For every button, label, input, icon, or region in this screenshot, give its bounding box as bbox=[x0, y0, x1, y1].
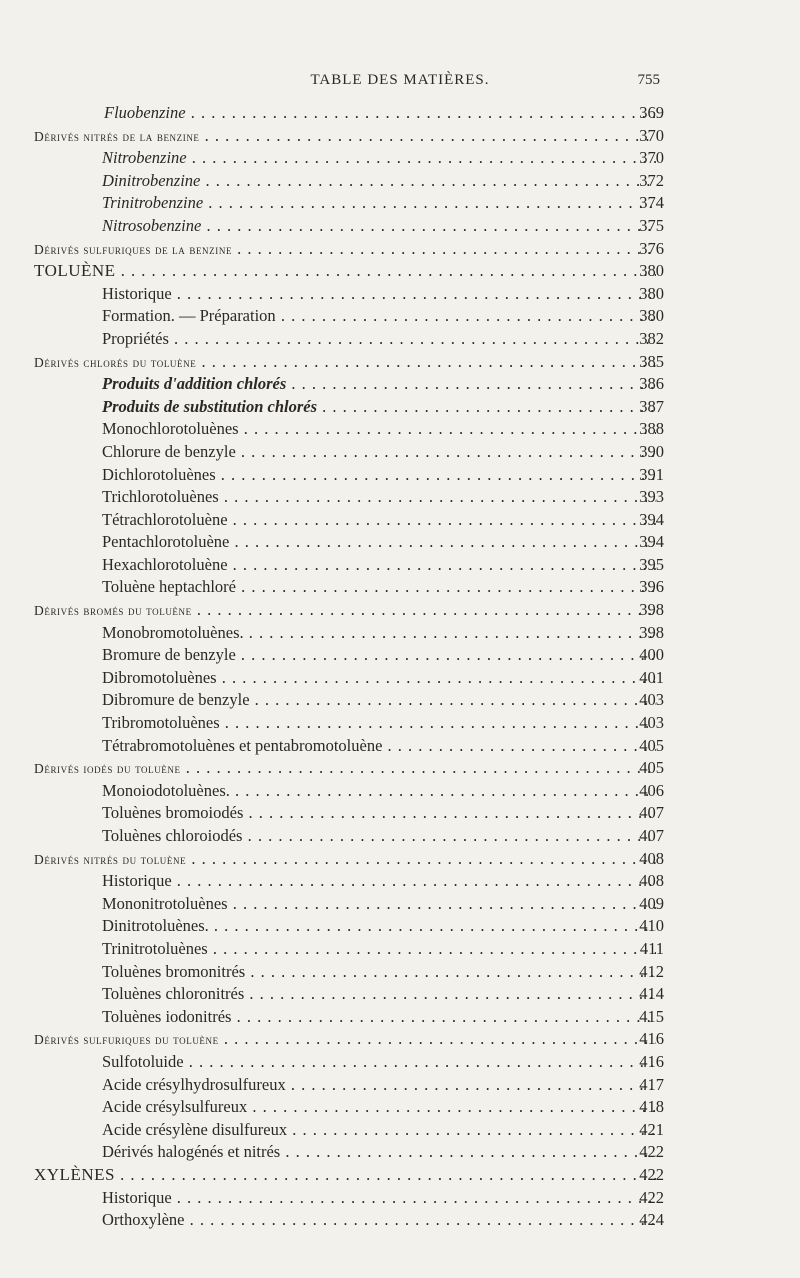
toc-entry-label: Dibromotoluènes bbox=[102, 667, 217, 687]
toc-entry bbox=[0, 1005, 800, 1028]
toc-entry-title bbox=[102, 1097, 656, 1116]
toc-entry-label: Dibromure de benzyle bbox=[102, 690, 250, 710]
toc-entry-title bbox=[34, 600, 656, 620]
toc-entry-label: Sulfotoluide bbox=[102, 1051, 184, 1071]
toc-entry-label: TOLUÈNE bbox=[34, 261, 116, 281]
toc-entry-page: 398 bbox=[639, 622, 664, 642]
toc-entry-title bbox=[102, 1052, 656, 1071]
toc-entry-label: Nitrobenzine bbox=[102, 148, 187, 168]
toc-entry-title bbox=[102, 916, 656, 935]
page-number: 755 bbox=[637, 72, 660, 88]
toc-entry-title bbox=[102, 442, 656, 461]
toc-entry-label: Tribromotoluènes bbox=[102, 713, 220, 733]
toc-entry-label: Tétrabromotoluènes et pentabromotoluène bbox=[102, 735, 383, 755]
toc-entry-title bbox=[102, 577, 656, 596]
toc-entry-label: Orthoxylène bbox=[102, 1210, 185, 1230]
toc-entry bbox=[0, 485, 800, 508]
toc-entry-title bbox=[102, 487, 656, 506]
toc-entry-label: Pentachlorotoluène bbox=[102, 532, 230, 552]
toc-entry bbox=[0, 1095, 800, 1118]
toc-entry-title bbox=[102, 1188, 656, 1207]
toc-entry bbox=[0, 1163, 800, 1186]
toc-entry bbox=[0, 304, 800, 327]
toc-entry-page: 394 bbox=[639, 509, 664, 529]
toc-entry-page: 391 bbox=[639, 464, 664, 484]
toc-entry-title bbox=[102, 1142, 656, 1161]
toc-entry-title bbox=[102, 826, 656, 845]
toc-entry-page: 386 bbox=[639, 374, 664, 394]
toc-entry-page: 405 bbox=[639, 758, 664, 778]
toc-entry-label: Toluènes bromoiodés bbox=[102, 803, 244, 823]
toc-entry-label: Historique bbox=[102, 871, 172, 891]
toc-entry bbox=[0, 1118, 800, 1141]
toc-entry bbox=[0, 598, 800, 621]
toc-entry-page: 394 bbox=[639, 532, 664, 552]
toc-entry-title bbox=[102, 193, 656, 212]
toc-entry-label: Toluène heptachloré bbox=[102, 577, 236, 597]
toc-entry-title bbox=[102, 284, 656, 303]
toc-entry bbox=[0, 643, 800, 666]
toc-entry-label: Historique bbox=[102, 1187, 172, 1207]
toc-entry-label: Historique bbox=[102, 283, 172, 303]
toc-entry-label: Dérivés sulfuriques du toluène bbox=[34, 1032, 219, 1048]
toc-entry-title bbox=[102, 171, 656, 190]
toc-entry-title bbox=[102, 781, 656, 800]
toc-entry-title bbox=[102, 690, 656, 709]
toc-entry bbox=[0, 214, 800, 237]
toc-entry-title bbox=[102, 1007, 656, 1026]
toc-entry-page: 410 bbox=[639, 916, 664, 936]
toc-entry-title bbox=[34, 239, 656, 259]
toc-entry-page: 380 bbox=[639, 261, 664, 281]
toc-entry-label: Dinitrobenzine bbox=[102, 170, 201, 190]
toc-entry-label: Monoiodotoluènes. bbox=[102, 780, 230, 800]
toc-entry bbox=[0, 824, 800, 847]
toc-entry-label: Chlorure de benzyle bbox=[102, 441, 236, 461]
toc-entry-page: 424 bbox=[639, 1210, 664, 1230]
toc-entry bbox=[0, 282, 800, 305]
toc-entry-title bbox=[34, 126, 656, 146]
toc-entry-label: Toluènes bromonitrés bbox=[102, 961, 246, 981]
toc-entry bbox=[0, 417, 800, 440]
toc-entry-page: 393 bbox=[639, 487, 664, 507]
toc-entry-title bbox=[102, 939, 656, 958]
toc-entry bbox=[0, 350, 800, 373]
toc-entry-label: Dérivés halogénés et nitrés bbox=[102, 1142, 281, 1162]
toc-entry-title bbox=[102, 397, 656, 416]
toc-entry-label: Acide crésylhydrosulfureux bbox=[102, 1074, 286, 1094]
toc-entry-page: 395 bbox=[639, 554, 664, 574]
toc-entry-title bbox=[102, 329, 656, 348]
toc-entry-label: Produits de substitution chlorés bbox=[102, 396, 318, 416]
toc-entry-page: 400 bbox=[639, 645, 664, 665]
toc-entry-label: Toluènes chloronitrés bbox=[102, 984, 245, 1004]
toc-entry-label: Dérivés chlorés du toluène bbox=[34, 354, 197, 370]
toc-entry-title bbox=[102, 148, 656, 167]
toc-entry-page: 418 bbox=[639, 1097, 664, 1117]
toc-entry bbox=[0, 801, 800, 824]
toc-entry-page: 415 bbox=[639, 1006, 664, 1026]
toc-entry-label: Nitrosobenzine bbox=[102, 215, 202, 235]
toc-entry-title bbox=[34, 1029, 656, 1049]
toc-entry-page: 412 bbox=[639, 961, 664, 981]
toc-entry-title bbox=[102, 1075, 656, 1094]
toc-entry-page: 380 bbox=[639, 283, 664, 303]
toc-entry-page: 380 bbox=[639, 306, 664, 326]
toc-entry-title bbox=[102, 306, 656, 325]
toc-entry-page: 403 bbox=[639, 713, 664, 733]
toc-entry bbox=[0, 1208, 800, 1231]
toc-entry bbox=[0, 146, 800, 169]
toc-entry-page: 376 bbox=[639, 238, 664, 258]
toc-entry-label: Acide crésylsulfureux bbox=[102, 1097, 248, 1117]
toc-entry bbox=[0, 237, 800, 260]
toc-entry-title bbox=[102, 465, 656, 484]
toc-entry-page: 398 bbox=[639, 600, 664, 620]
toc-entry-page: 406 bbox=[639, 780, 664, 800]
toc-entry bbox=[0, 259, 800, 282]
toc-entry-title bbox=[102, 645, 656, 664]
toc-entry-label: Trichlorotoluènes bbox=[102, 487, 219, 507]
toc-entry-page: 396 bbox=[639, 577, 664, 597]
toc-entry bbox=[0, 395, 800, 418]
toc-entry bbox=[0, 169, 800, 192]
toc-entry-page: 370 bbox=[639, 125, 664, 145]
toc-entry-title bbox=[102, 1120, 656, 1139]
toc-entry bbox=[0, 124, 800, 147]
toc-entry-title bbox=[102, 374, 656, 393]
toc-entry-label: Dérivés nitrés de la benzine bbox=[34, 128, 200, 144]
toc-entry bbox=[0, 440, 800, 463]
toc-entry-page: 405 bbox=[639, 735, 664, 755]
toc-entry-page: 369 bbox=[639, 103, 664, 122]
toc-entry-label: Monobromotoluènes. bbox=[102, 622, 244, 642]
toc-entry-page: 411 bbox=[639, 938, 664, 958]
toc-entry-label: Dérivés nitrés du toluène bbox=[34, 851, 187, 867]
toc-entry-page: 375 bbox=[639, 215, 664, 235]
toc-entry-label: Trinitrotoluènes bbox=[102, 938, 208, 958]
toc-entry bbox=[0, 530, 800, 553]
toc-entry-page: 422 bbox=[639, 1142, 664, 1162]
toc-entry-title bbox=[102, 510, 656, 529]
toc-entry-label: Tétrachlorotoluène bbox=[102, 509, 228, 529]
toc-entry-page: 387 bbox=[639, 396, 664, 416]
toc-entry-title bbox=[102, 532, 656, 551]
toc-entry bbox=[0, 756, 800, 779]
toc-entry bbox=[0, 937, 800, 960]
toc-entry-page: 403 bbox=[639, 690, 664, 710]
toc-entry-label: Bromure de benzyle bbox=[102, 645, 236, 665]
toc-entry-title bbox=[34, 261, 656, 280]
toc-entry-label: Trinitrobenzine bbox=[102, 193, 204, 213]
toc-entry bbox=[0, 1186, 800, 1209]
toc-entry-page: 421 bbox=[639, 1119, 664, 1139]
toc-entry-title bbox=[104, 103, 656, 122]
toc-entry-title bbox=[102, 984, 656, 1003]
toc-entry-label: Dérivés sulfuriques de la benzine bbox=[34, 241, 233, 257]
toc-entry bbox=[0, 553, 800, 576]
toc-entry-page: 382 bbox=[639, 328, 664, 348]
toc-entry bbox=[0, 1073, 800, 1096]
toc-entry-title bbox=[102, 668, 656, 687]
toc-entry-title bbox=[102, 555, 656, 574]
toc-entry bbox=[0, 734, 800, 757]
toc-entry bbox=[0, 847, 800, 870]
toc-entry bbox=[0, 191, 800, 214]
toc-entry bbox=[0, 960, 800, 983]
toc-entry-title bbox=[102, 736, 656, 755]
toc-entry-title bbox=[102, 419, 656, 438]
toc-entry-page: 422 bbox=[639, 1187, 664, 1207]
toc-entry-title bbox=[102, 803, 656, 822]
toc-entry-label: Formation. — Préparation bbox=[102, 306, 276, 326]
toc-entry-title bbox=[102, 1210, 656, 1229]
table-of-contents bbox=[0, 101, 800, 1231]
toc-entry-label: Mononitrotoluènes bbox=[102, 893, 228, 913]
toc-entry bbox=[0, 779, 800, 802]
toc-entry-page: 374 bbox=[639, 193, 664, 213]
toc-entry-title bbox=[102, 871, 656, 890]
toc-entry bbox=[0, 711, 800, 734]
toc-entry-label: Fluobenzine bbox=[104, 103, 186, 122]
toc-entry-page: 370 bbox=[639, 148, 664, 168]
toc-entry-label: Dérivés iodés du toluène bbox=[34, 761, 181, 777]
toc-entry-page: 385 bbox=[639, 351, 664, 371]
toc-entry bbox=[0, 982, 800, 1005]
toc-entry bbox=[0, 372, 800, 395]
toc-entry-label: Dichlorotoluènes bbox=[102, 464, 216, 484]
toc-entry-page: 414 bbox=[639, 984, 664, 1004]
toc-entry-page: 388 bbox=[639, 419, 664, 439]
toc-entry-title bbox=[34, 849, 656, 869]
toc-entry-page: 407 bbox=[639, 803, 664, 823]
toc-entry-title bbox=[34, 1165, 656, 1184]
page-header bbox=[0, 72, 800, 94]
toc-entry bbox=[0, 463, 800, 486]
toc-entry bbox=[0, 575, 800, 598]
toc-entry bbox=[0, 101, 800, 124]
toc-entry-label: XYLÈNES bbox=[34, 1164, 115, 1184]
toc-entry-label: Monochlorotoluènes bbox=[102, 419, 239, 439]
toc-entry bbox=[0, 892, 800, 915]
toc-entry-page: 390 bbox=[639, 441, 664, 461]
toc-entry-page: 408 bbox=[639, 871, 664, 891]
toc-entry bbox=[0, 621, 800, 644]
toc-entry-page: 422 bbox=[639, 1164, 664, 1184]
toc-entry-label: Produits d'addition chlorés bbox=[102, 374, 287, 394]
toc-entry-label: Dinitrotoluènes. bbox=[102, 916, 209, 936]
toc-entry bbox=[0, 1140, 800, 1163]
toc-entry-title bbox=[102, 216, 656, 235]
toc-entry-page: 417 bbox=[639, 1074, 664, 1094]
toc-entry bbox=[0, 914, 800, 937]
toc-entry bbox=[0, 688, 800, 711]
running-title: TABLE DES MATIÈRES. bbox=[310, 72, 490, 88]
toc-entry bbox=[0, 869, 800, 892]
toc-entry-label: Toluènes chloroiodés bbox=[102, 826, 243, 845]
toc-entry-page: 372 bbox=[639, 170, 664, 190]
toc-entry-label: Toluènes iodonitrés bbox=[102, 1006, 232, 1026]
toc-entry-page: 416 bbox=[639, 1051, 664, 1071]
toc-entry bbox=[0, 1027, 800, 1050]
toc-entry-title bbox=[34, 758, 656, 778]
toc-entry-page: 409 bbox=[639, 893, 664, 913]
toc-entry-title bbox=[102, 962, 656, 981]
toc-entry-title bbox=[102, 713, 656, 732]
toc-entry bbox=[0, 508, 800, 531]
toc-entry bbox=[0, 1050, 800, 1073]
toc-entry bbox=[0, 666, 800, 689]
toc-entry-title bbox=[102, 894, 656, 913]
toc-entry-label: Hexachlorotoluène bbox=[102, 554, 228, 574]
toc-entry-title bbox=[102, 623, 656, 642]
toc-entry-label: Dérivés bromés du toluène bbox=[34, 603, 192, 619]
toc-entry-page: 408 bbox=[639, 848, 664, 868]
toc-entry-page: 401 bbox=[639, 667, 664, 687]
toc-entry-label: Propriétés bbox=[102, 328, 169, 348]
toc-entry-label: Acide crésylène disulfureux bbox=[102, 1119, 288, 1139]
toc-entry-title bbox=[34, 352, 656, 372]
toc-entry-page: 416 bbox=[639, 1029, 664, 1049]
toc-entry bbox=[0, 327, 800, 350]
toc-entry-page: 407 bbox=[639, 826, 664, 845]
